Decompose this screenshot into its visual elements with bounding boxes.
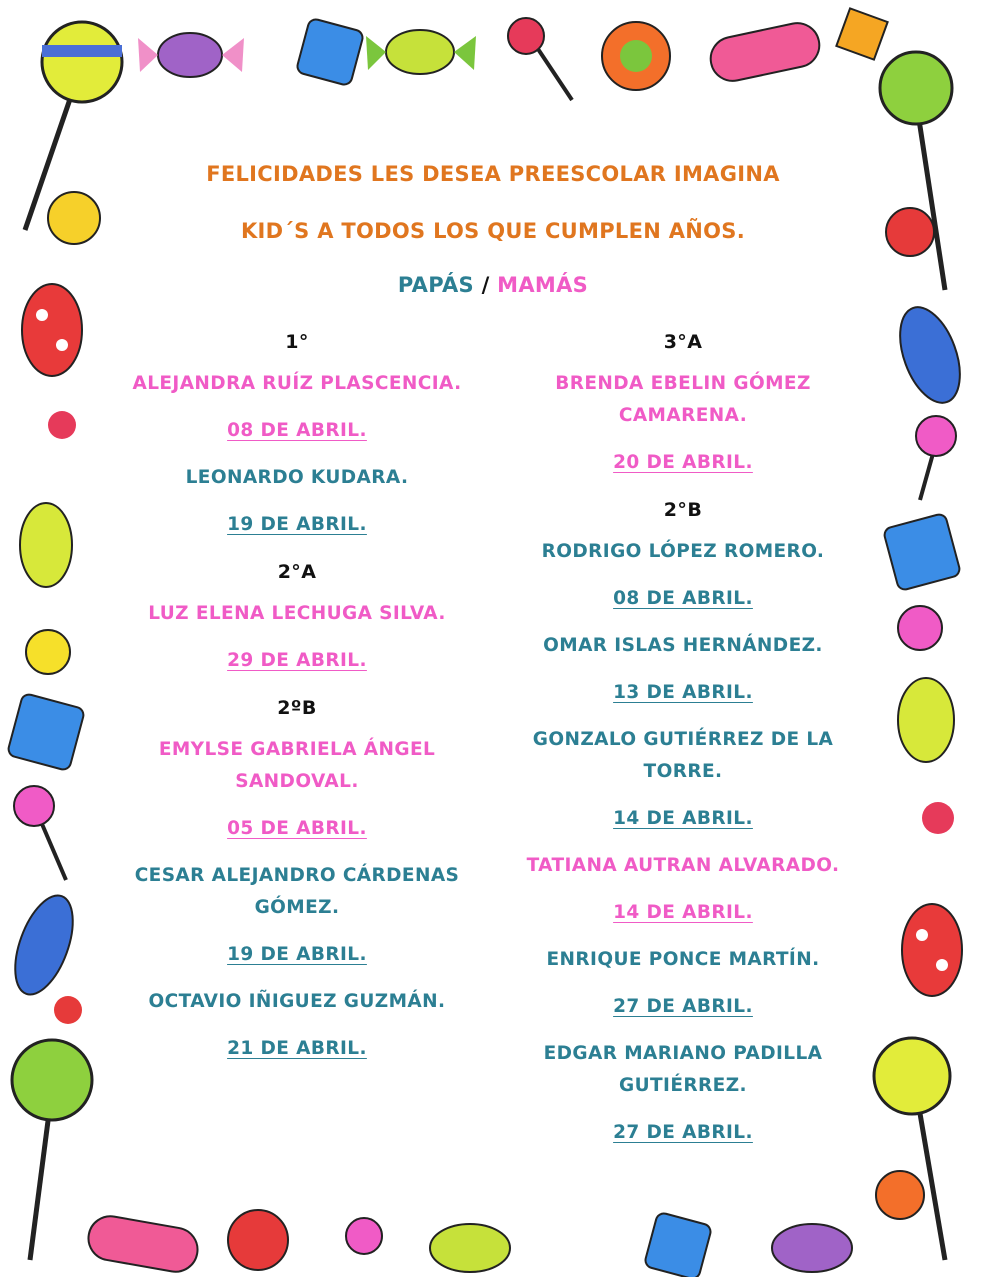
birthday-date: 13 DE ABRIL. bbox=[613, 682, 753, 703]
birthday-date: 20 DE ABRIL. bbox=[613, 452, 753, 473]
right-column bbox=[498, 326, 868, 1164]
birthday-date: 19 DE ABRIL. bbox=[227, 514, 367, 535]
birthday-name: LUZ ELENA LECHUGA SILVA. bbox=[148, 603, 446, 624]
legend-papas: PAPÁS bbox=[397, 273, 474, 297]
birthday-name: CESAR ALEJANDRO CÁRDENAS GÓMEZ. bbox=[134, 865, 460, 918]
birthday-date: 19 DE ABRIL. bbox=[227, 944, 367, 965]
birthday-date: 14 DE ABRIL. bbox=[613, 808, 753, 829]
legend-separator: / bbox=[473, 273, 498, 297]
birthday-date: 27 DE ABRIL. bbox=[613, 1122, 753, 1143]
birthday-name: OMAR ISLAS HERNÁNDEZ. bbox=[543, 635, 823, 656]
birthday-date: 27 DE ABRIL. bbox=[613, 996, 753, 1017]
legend-mamas: MAMÁS bbox=[497, 273, 589, 297]
title-line-1: FELICIDADES LES DESEA PREESCOLAR IMAGINA bbox=[206, 162, 780, 186]
birthday-name: OCTAVIO IÑIGUEZ GUZMÁN. bbox=[148, 991, 446, 1012]
birthday-date: 29 DE ABRIL. bbox=[227, 650, 367, 671]
birthday-name: GONZALO GUTIÉRREZ DE LA TORRE. bbox=[532, 729, 834, 782]
legend bbox=[0, 273, 986, 297]
birthday-date: 14 DE ABRIL. bbox=[613, 902, 753, 923]
grade-heading: 3°A bbox=[663, 331, 703, 353]
left-column bbox=[112, 326, 482, 1080]
birthday-name: TATIANA AUTRAN ALVARADO. bbox=[526, 855, 840, 876]
birthday-name: EMYLSE GABRIELA ÁNGEL SANDOVAL. bbox=[158, 739, 436, 792]
birthday-date: 21 DE ABRIL. bbox=[227, 1038, 367, 1059]
grade-heading: 2ºB bbox=[277, 697, 317, 719]
birthday-name: ENRIQUE PONCE MARTÍN. bbox=[546, 949, 820, 970]
birthday-date: 08 DE ABRIL. bbox=[613, 588, 753, 609]
birthday-name: LEONARDO KUDARA. bbox=[185, 467, 409, 488]
title-line-2: KID´S A TODOS LOS QUE CUMPLEN AÑOS. bbox=[240, 219, 746, 243]
birthday-date: 08 DE ABRIL. bbox=[227, 420, 367, 441]
birthday-date: 05 DE ABRIL. bbox=[227, 818, 367, 839]
grade-heading: 1° bbox=[285, 331, 309, 353]
grade-heading: 2°B bbox=[663, 499, 703, 521]
grade-heading: 2°A bbox=[277, 561, 317, 583]
birthday-name: BRENDA EBELIN GÓMEZ CAMARENA. bbox=[555, 373, 811, 426]
birthday-name: ALEJANDRA RUÍZ PLASCENCIA. bbox=[132, 373, 462, 394]
birthday-name: EDGAR MARIANO PADILLA GUTIÉRREZ. bbox=[543, 1043, 823, 1096]
birthday-name: RODRIGO LÓPEZ ROMERO. bbox=[541, 541, 825, 562]
